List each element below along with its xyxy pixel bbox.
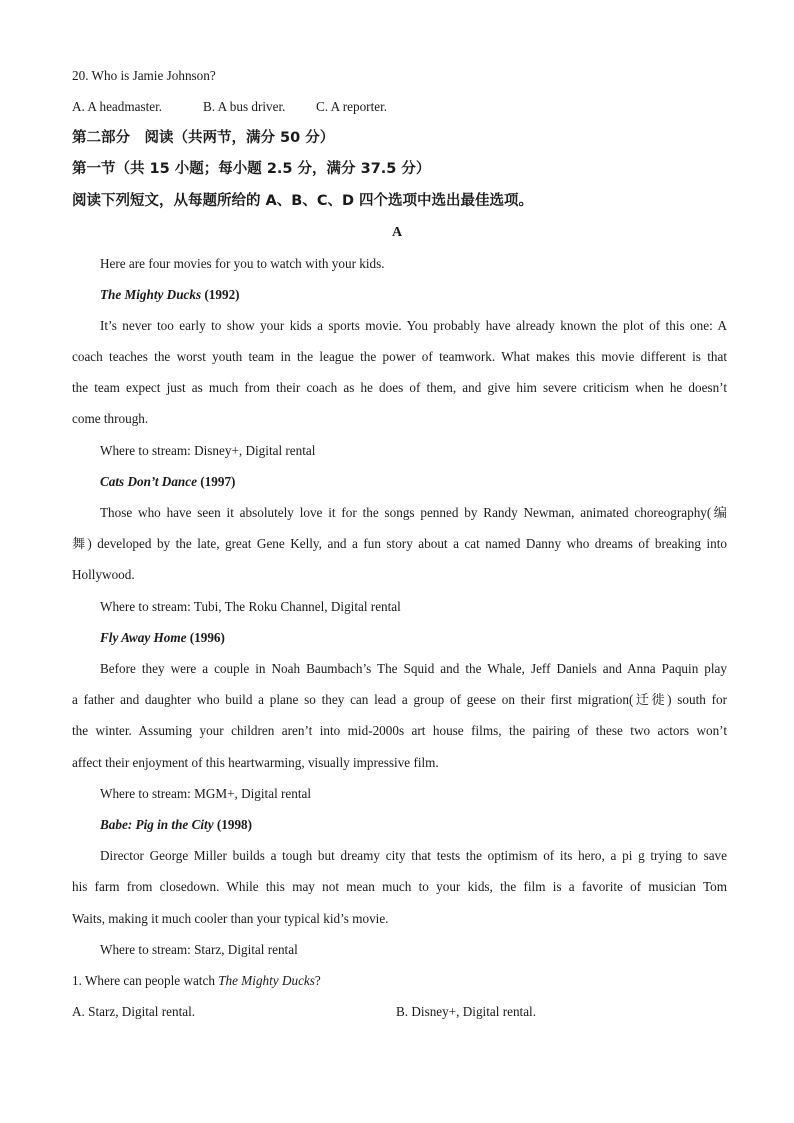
movie-title: Cats Don’t Dance: [100, 474, 197, 489]
movie-text-line: It’s never too early to show your kids a sports movie. You probably have already known the plot of this one: A: [100, 318, 727, 333]
movie-text-line: Those who have seen it absolutely love it for the songs penned by Randy Newman, animated choreography(编: [100, 505, 727, 520]
movie-text-line: coach teaches the worst youth team in the league the power of teamwork. What makes this movie different is that: [72, 349, 727, 364]
movie-text-line: his farm from closedown. While this may not mean much to your kids, the film is a favorite of musician Tom: [72, 879, 727, 894]
movie-heading: [100, 285, 727, 305]
movie-text-line: Before they were a couple in Noah Baumbach’s The Squid and the Whale, Jeff Daniels and Anna Paquin play: [100, 661, 727, 676]
section-heading: 第二部分 阅读（共两节，满分 50 分）: [72, 130, 335, 146]
q20-option-c: C. A reporter.: [316, 99, 388, 114]
movie-heading: [100, 815, 727, 835]
movie-text-line: Hollywood.: [72, 567, 135, 582]
q20-option-b: B. A bus driver.: [203, 99, 286, 114]
movie-heading: [100, 628, 727, 648]
q1-option-b: B. Disney+, Digital rental.: [396, 1004, 537, 1019]
movie-text-line: affect their enjoyment of this heartwarming, visually impressive film.: [72, 755, 439, 770]
q1-option-a: A. Starz, Digital rental.: [72, 1004, 196, 1019]
passage-intro: Here are four movies for you to watch with your kids.: [100, 256, 385, 271]
q1-prefix: 1. Where can people watch: [72, 973, 219, 988]
movie-text-line: the team expect just as much from their coach as he does of them, and give him severe criticism when he doesn’t: [72, 380, 727, 395]
movie-heading: [100, 472, 727, 492]
movie-year: (1997): [200, 474, 236, 489]
q20-option-a: A. A headmaster.: [72, 99, 163, 114]
q20-question: 20. Who is Jamie Johnson?: [72, 68, 216, 83]
q1-suffix: ?: [314, 973, 321, 988]
movie-stream: Where to stream: MGM+, Digital rental: [100, 786, 312, 801]
movie-year: (1996): [189, 630, 225, 645]
movie-stream: Where to stream: Tubi, The Roku Channel, Digital rental: [100, 599, 401, 614]
movie-text-line: 舞) developed by the late, great Gene Kelly, and a fun story about a cat named Danny who dreams of breaking into: [72, 536, 727, 551]
passage-label: A: [391, 225, 403, 240]
movie-text-line: Waits, making it much cooler than your typical kid’s movie.: [72, 911, 389, 926]
movie-stream: Where to stream: Disney+, Digital rental: [100, 443, 316, 458]
movie-stream: Where to stream: Starz, Digital rental: [100, 942, 298, 957]
movie-text-line: the winter. Assuming your children aren’t into mid-2000s art house films, the pairing of these two actors won’t: [72, 723, 727, 738]
q1-question: [72, 971, 727, 991]
section-instruction: 阅读下列短文，从每题所给的 A、B、C、D 四个选项中选出最佳选项。: [72, 193, 534, 209]
movie-text-line: a father and daughter who build a plane so they can lead a group of geese on their first migration(迁徙) south for: [72, 692, 727, 707]
movie-year: (1992): [204, 287, 240, 302]
section-part1: 第一节（共 15 小题；每小题 2.5 分，满分 37.5 分）: [72, 161, 431, 177]
q1-title: The Mighty Ducks: [218, 973, 315, 988]
movie-title: Fly Away Home: [100, 630, 187, 645]
movie-text-line: come through.: [72, 411, 149, 426]
movie-title: Babe: Pig in the City: [100, 817, 214, 832]
movie-text-line: Director George Miller builds a tough but dreamy city that tests the optimism of its hero, a pi g trying to save: [100, 848, 727, 863]
movie-title: The Mighty Ducks: [100, 287, 202, 302]
movie-year: (1998): [216, 817, 253, 832]
